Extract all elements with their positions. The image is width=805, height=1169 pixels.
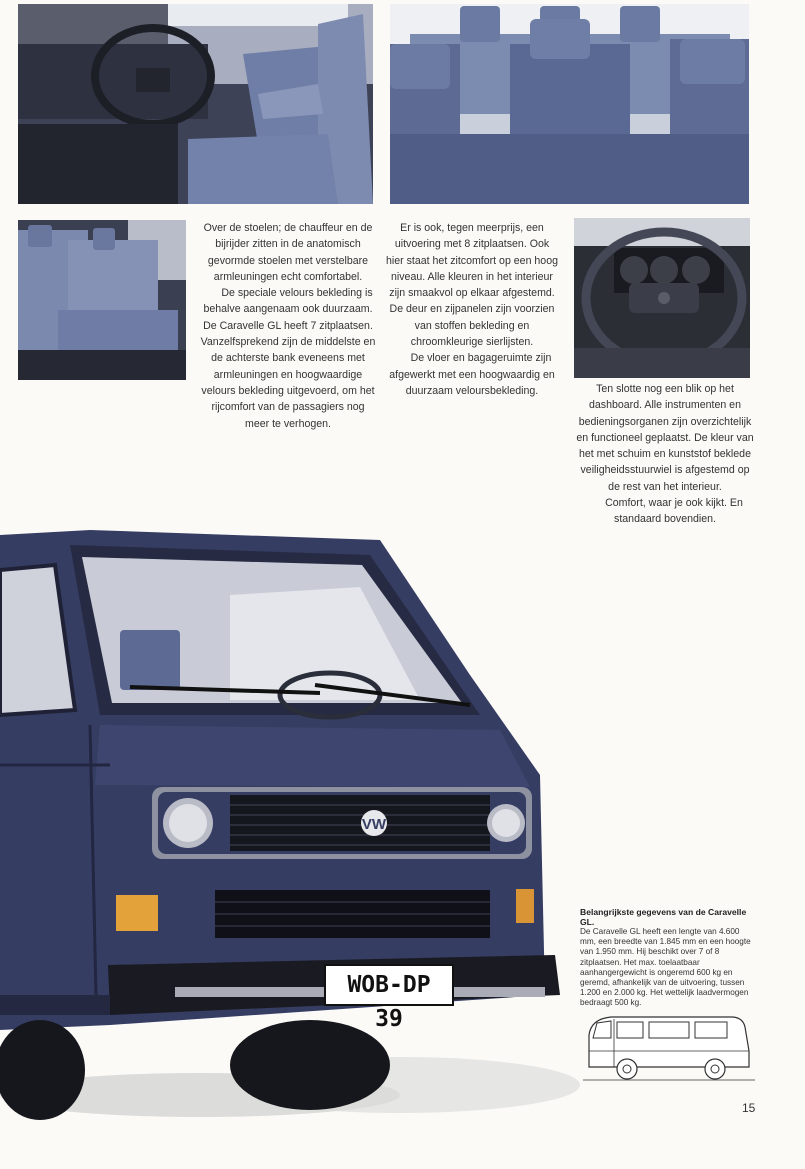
text-column-dashboard (574, 381, 756, 528)
page-number: 15 (742, 1101, 756, 1115)
paragraph: De speciale velours bekleding is behalve aangenaam ook duurzaam. De Caravelle GL heeft 7 zitplaatsen. Vanzelfsprekend zijn de middelste en de achterste bank eveneens met armleuningen en hoogwaardige velours bekleding uitgevoerd, om het rijcomfort van de passagiers nog meer te verhogen. (200, 287, 376, 430)
photo-front-cabin (18, 4, 373, 204)
photo-dashboard (574, 218, 750, 378)
paragraph: Comfort, waar je ook kijkt. En standaard bovendien. (605, 497, 743, 526)
license-plate: WOB-DP 39 (347, 972, 431, 1032)
photo-van-front (0, 525, 580, 1125)
text-column-interior (386, 220, 558, 399)
svg-text:VW: VW (361, 816, 387, 833)
paragraph: De vloer en bagageruimte zijn afgewerkt met een hoogwaardig en duurzaam veloursbekleding. (389, 352, 555, 397)
photo-side-seats (18, 220, 186, 380)
text-column-seats (199, 220, 377, 432)
photo-rear-seats (390, 4, 749, 204)
paragraph: Ten slotte nog een blik op het dashboard. Alle instrumenten en bedieningsorganen zijn overzichtelijk en functioneel geplaatst. De kleur van het met schuim en kunststof beklede veiligheidsstuurwiel is afgestemd op de rest van het interieur. (576, 383, 754, 493)
van-side-view-drawing (583, 1013, 755, 1085)
paragraph: Over de stoelen; de chauffeur en de bijrijder zitten in de anatomisch gevormde stoelen met verstelbare armleuningen echt comfortabel. (203, 222, 373, 283)
specs-box (580, 907, 755, 1009)
specs-text: De Caravelle GL heeft een lengte van 4.600 mm, een breedte van 1.845 mm en een hoogte van 1.950 mm. Hij beschikt over 7 of 8 zitplaatsen. Het max. toelaatbaar aanhangergewicht is ongeremd 600 kg en geremd, afhankelijk van de uitvoering, tussen 1.200 en 2.000 kg. Het wettelijk laadvermogen bedraagt 500 kg. (580, 927, 751, 1008)
specs-title: Belangrijkste gegevens van de Caravelle GL. (580, 907, 747, 927)
paragraph: Er is ook, tegen meerprijs, een uitvoering met 8 zitplaatsen. Ook hier staat het zitcomfort op een hoog niveau. Alle kleuren in het interieur zijn smaakvol op elkaar afgestemd. De deur en zijpanelen zijn voorzien van stoffen bekleding en chroomkleurige sierlijsten. (386, 222, 558, 349)
